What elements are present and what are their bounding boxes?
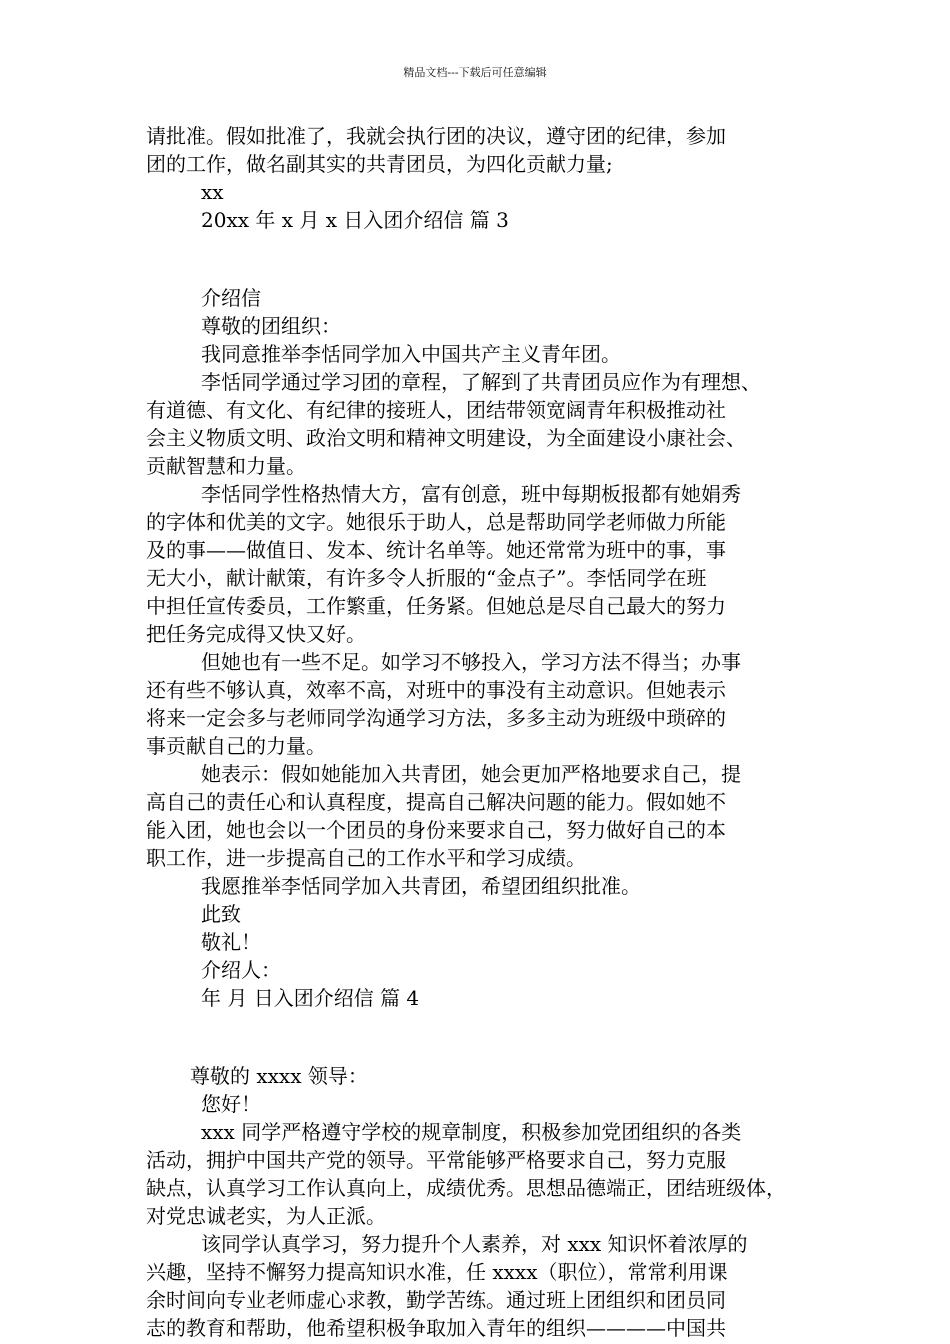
section-heading: 20xx 年 x 月 x 日入团介绍信 篇 3 — [201, 208, 509, 232]
text-line: 的字体和优美的文字。她很乐于助人，总是帮助同学老师做力所能 — [146, 510, 726, 534]
section-heading: 年 月 日入团介绍信 篇 4 — [201, 986, 420, 1010]
text-line: 中担任宣传委员，工作繁重，任务紧。但她总是尽自己最大的努力 — [146, 594, 726, 618]
page-header: 精品文档---下载后可任意编辑 — [403, 66, 547, 79]
text-line: 我愿推举李恬同学加入共青团，希望团组织批准。 — [201, 874, 641, 898]
text-line: 我同意推举李恬同学加入中国共产主义青年团。 — [201, 342, 621, 366]
document-body — [146, 122, 816, 1342]
salutation: 尊敬的 xxxx 领导： — [190, 1064, 368, 1088]
text-line: 兴趣，坚持不懈努力提高知识水准，任 xxxx（职位），常常利用课 — [146, 1260, 728, 1284]
text-line: 缺点，认真学习工作认真向上，成绩优秀。思想品德端正，团结班级体， — [146, 1176, 786, 1200]
text-line: 该同学认真学习，努力提升个人素养，对 xxx 知识怀着浓厚的 — [201, 1232, 748, 1256]
text-line: 请批准。假如批准了，我就会执行团的决议，遵守团的纪律，参加 — [146, 124, 726, 148]
salutation: 尊敬的团组织： — [201, 314, 341, 338]
text-line: 她表示：假如她能加入共青团，她会更加严格地要求自己，提 — [201, 762, 741, 786]
spacer — [146, 234, 816, 262]
text-line: 李恬同学通过学习团的章程，了解到了共青团员应作为有理想、 — [201, 370, 761, 394]
signature-line: 介绍人： — [201, 958, 281, 982]
text-line: 高自己的责任心和认真程度，提高自己解决问题的能力。假如她不 — [146, 790, 726, 814]
text-line: 职工作，进一步提高自己的工作水平和学习成绩。 — [146, 846, 586, 870]
text-line: 活动，拥护中国共产党的领导。平常能够严格要求自己，努力克服 — [146, 1148, 726, 1172]
letter-title: 介绍信 — [201, 286, 261, 310]
text-line: 志的教育和帮助，他希望积极争取加入青年的组织————中国共 — [146, 1316, 726, 1340]
spacer — [146, 1012, 816, 1040]
spacer — [146, 1040, 816, 1062]
spacer — [146, 262, 816, 284]
text-line: 将来一定会多与老师同学沟通学习方法，多多主动为班级中琐碎的 — [146, 706, 726, 730]
text-line: 会主义物质文明、政治文明和精神文明建设，为全面建设小康社会、 — [146, 426, 746, 450]
text-line: 把任务完成得又快又好。 — [146, 622, 366, 646]
text-line: 还有些不够认真，效率不高，对班中的事没有主动意识。但她表示 — [146, 678, 726, 702]
text-line: 对党忠诚老实，为人正派。 — [146, 1204, 386, 1228]
text-line: 无大小，献计献策，有许多令人折服的“金点子”。李恬同学在班 — [146, 566, 707, 590]
text-line: xxx 同学严格遵守学校的规章制度，积极参加党团组织的各类 — [201, 1120, 742, 1144]
greeting: 您好！ — [201, 1092, 261, 1116]
text-line: 事贡献自己的力量。 — [146, 734, 326, 758]
closing-line: 此致 — [201, 902, 241, 926]
text-line: 但她也有一些不足。如学习不够投入，学习方法不得当；办事 — [201, 650, 741, 674]
text-line: 贡献智慧和力量。 — [146, 454, 306, 478]
text-line: 余时间向专业老师虚心求教，勤学苦练。通过班上团组织和团员同 — [146, 1288, 726, 1312]
closing-line: 敬礼！ — [201, 930, 261, 954]
text-line: 能入团，她也会以一个团员的身份来要求自己，努力做好自己的本 — [146, 818, 726, 842]
text-line: 李恬同学性格热情大方，富有创意，班中每期板报都有她娟秀 — [201, 482, 741, 506]
text-line: 团的工作，做名副其实的共青团员，为四化贡献力量; — [146, 152, 613, 176]
text-line: 及的事——做值日、发本、统计名单等。她还常常为班中的事，事 — [146, 538, 726, 562]
text-line: xx — [201, 180, 224, 204]
text-line: 有道德、有文化、有纪律的接班人，团结带领宽阔青年积极推动社 — [146, 398, 726, 422]
